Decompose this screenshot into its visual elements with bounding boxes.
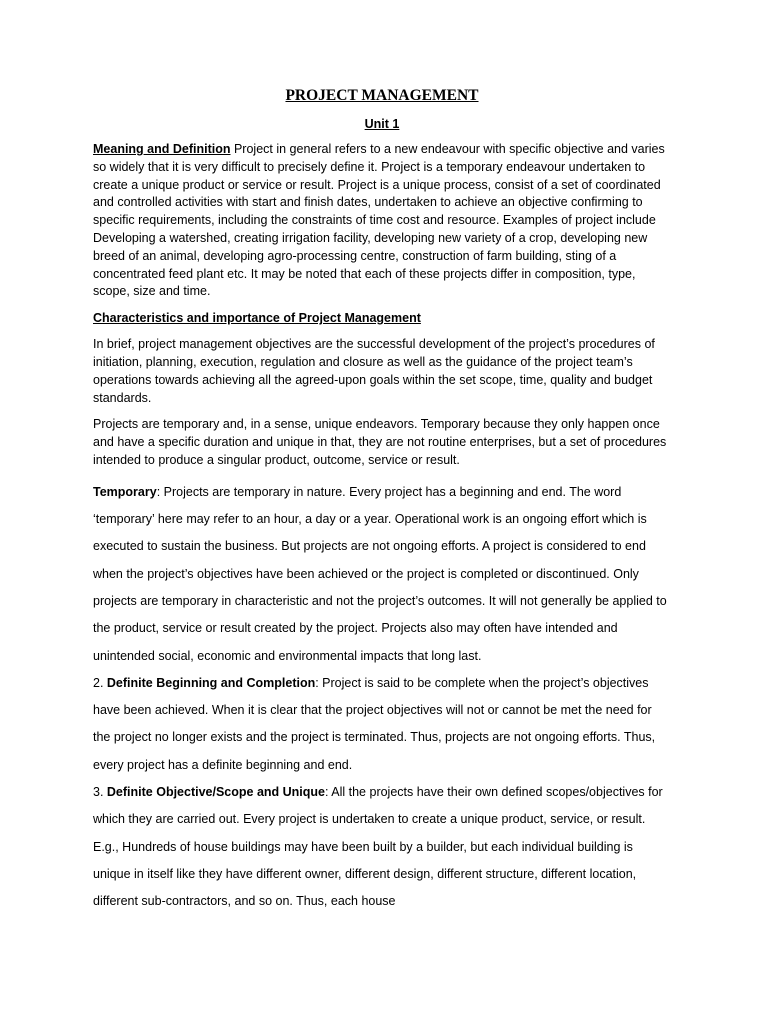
definite-beginning-text: : Project is said to be complete when the project’s objectives have been achieved. When it is clear that the project objectives will not or cannot be met the need for the project no longer exists and the project is terminated. Thus, projects are not ongoing efforts. Thus, every project has a definite beginning and end. xyxy=(93,675,656,772)
brief-paragraph: In brief, project management objectives are the successful development of the project’s procedures of initiation, planning, execution, regulation and closure as well as the guidance of the project team’s operations towards achieving all the agreed-upon goals within the set scope, time, quality and budget standards. xyxy=(93,337,655,405)
meaning-paragraph xyxy=(93,141,671,301)
characteristics-heading: Characteristics and importance of Project Management xyxy=(93,311,421,326)
unit-label: Unit 1 xyxy=(364,117,400,131)
document-title: PROJECT MANAGEMENT xyxy=(285,87,479,104)
definite-objective-text: : All the projects have their own defined scopes/objectives for which they are carried out. Every project is undertaken to create a unique product, service, or result. E.g., Hundreds of house buildings may have been built by a builder, but each individual building is unique in itself like they have different owner, different design, different structure, different location, different sub-contractors, and so on. Thus, each house xyxy=(93,785,663,909)
definite-objective-paragraph xyxy=(93,779,671,915)
definite-objective-heading: Definite Objective/Scope and Unique xyxy=(106,785,326,800)
temporary-text: : Projects are temporary in nature. Every project has a beginning and end. The word ‘temporary’ here may refer to an hour, a day or a year. Operational work is an ongoing effort which is executed to sustain the business. But projects are not ongoing efforts. A project is considered to end when the project’s objectives have been achieved or the project is completed or discontinued. Only projects are temporary in characteristic and not the project’s outcomes. It will not generally be applied to the product, service or result created by the project. Projects also may often have intended and unintended social, economic and environmental impacts that long last. xyxy=(93,484,667,663)
definite-beginning-number: 2. xyxy=(93,675,107,690)
definite-beginning-heading: Definite Beginning and Completion xyxy=(106,675,316,690)
temporary-paragraph xyxy=(93,479,671,670)
meaning-text: Project in general refers to a new endeavour with specific objective and varies so widely that it is very difficult to precisely define it. Project is a temporary endeavour undertaken to create a unique product or service or result. Project is a unique process, consist of a set of coordinated and controlled activities with start and finish dates, undertaken to achieve an objective confirming to specific requirements, including the constraints of time cost and resource. Examples of project include Developing a watershed, creating irrigation facility, developing new variety of a crop, developing new breed of an animal, developing agro-processing centre, construction of farm building, sting of a concentrated feed plant etc. It may be noted that each of these projects differ in composition, type, scope, size and time. xyxy=(93,142,665,299)
temporary-intro-paragraph: Projects are temporary and, in a sense, unique endeavors. Temporary because they only happen once and have a specific duration and unique in that, they are not routine enterprises, but a set of procedures intended to produce a singular product, outcome, service or result. xyxy=(93,417,667,467)
definite-objective-number: 3. xyxy=(93,785,107,800)
temporary-heading: Temporary xyxy=(93,484,157,499)
document-content xyxy=(93,86,671,916)
definite-beginning-paragraph xyxy=(93,670,671,779)
meaning-heading: Meaning and Definition xyxy=(93,142,231,156)
